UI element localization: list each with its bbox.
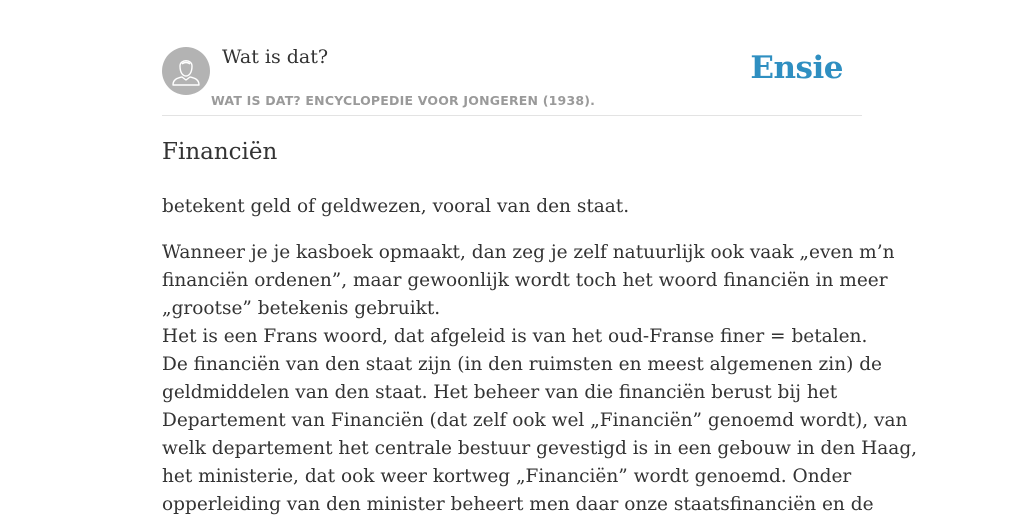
source-title[interactable]: Wat is dat? — [222, 46, 329, 68]
body-line: opperleiding van den minister beheert men daar onze staatsfinanciën en de — [162, 494, 874, 515]
body-line: geldmiddelen van den staat. Het beheer van die financiën berust bij het — [162, 382, 838, 403]
page-container — [162, 0, 918, 515]
body-line: Wanneer je je kasboek opmaakt, dan zeg je zelf natuurlijk ook vaak „even m’n — [162, 242, 895, 263]
source-avatar[interactable] — [162, 47, 210, 95]
body-line: welk departement het centrale bestuur gevestigd is in een gebouw in den Haag, — [162, 438, 918, 459]
body-line: het ministerie, dat ook weer kortweg „Financiën” wordt genoemd. Onder — [162, 466, 852, 487]
body-line: Het is een Frans woord, dat afgeleid is van het oud-Franse finer = betalen. — [162, 326, 868, 347]
entry-body — [162, 239, 917, 519]
entry-lead: betekent geld of geldwezen, vooral van den staat. — [162, 196, 630, 217]
entry-title: Financiën — [162, 139, 278, 165]
source-subtitle[interactable]: WAT IS DAT? ENCYCLOPEDIE VOOR JONGEREN (1938). — [211, 93, 596, 108]
source-header — [162, 0, 862, 116]
user-icon — [162, 47, 210, 95]
body-line: financiën ordenen”, maar gewoonlijk wordt toch het woord financiën in meer — [162, 270, 888, 291]
body-line: Departement van Financiën (dat zelf ook wel „Financiën” genoemd wordt), van — [162, 410, 908, 431]
body-line: „grootse” betekenis gebruikt. — [162, 298, 441, 319]
ensie-logo[interactable]: Ensie — [750, 50, 843, 86]
body-line: De financiën van den staat zijn (in den ruimsten en meest algemenen zin) de — [162, 354, 882, 375]
